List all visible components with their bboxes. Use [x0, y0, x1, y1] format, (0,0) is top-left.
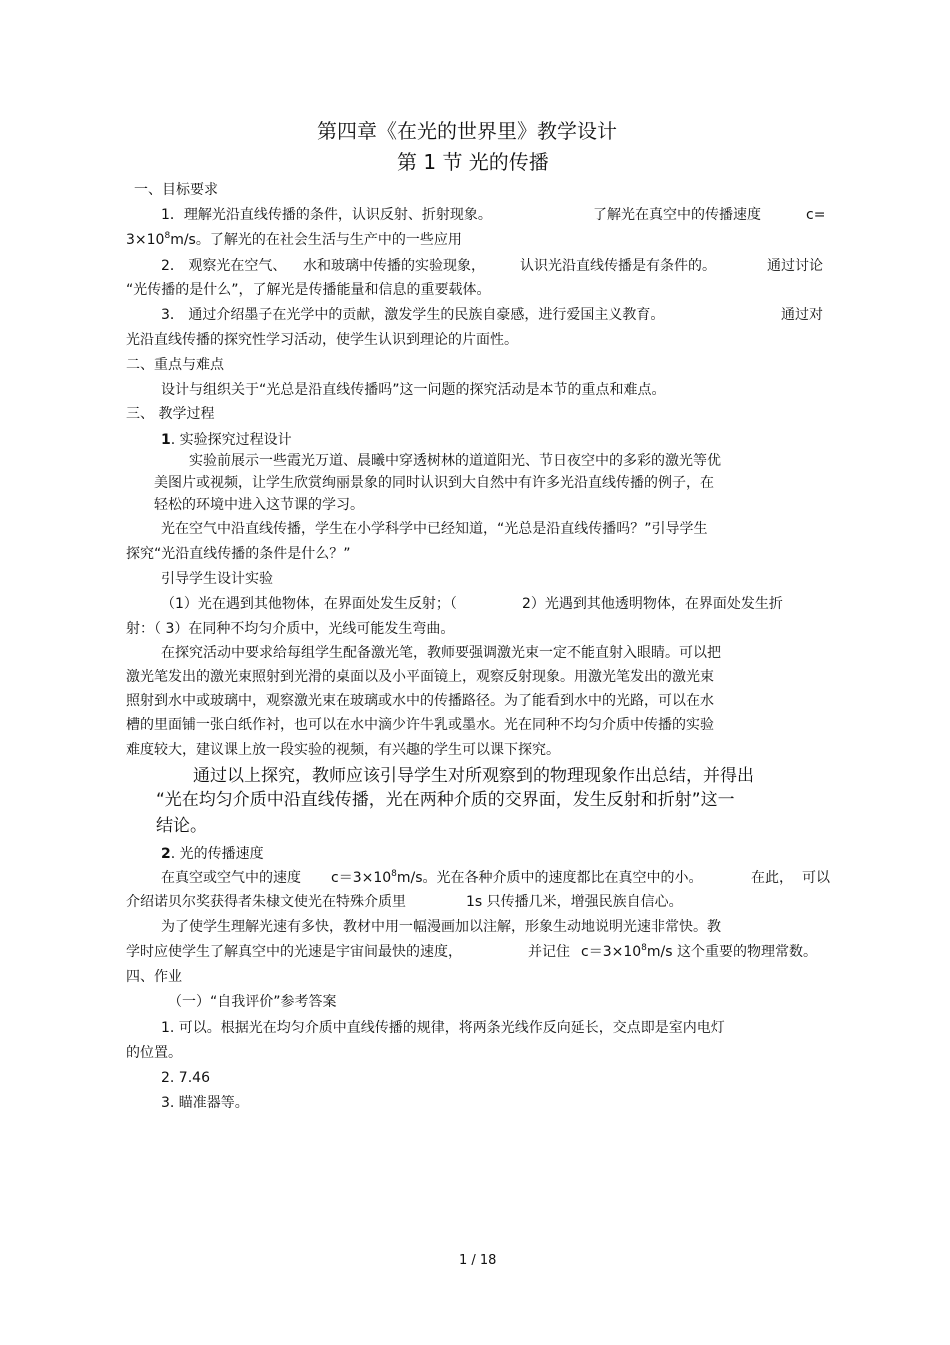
section-title: 第 1 节 光的传播: [397, 150, 549, 174]
paragraph-line: 实验前展示一些霞光万道、晨曦中穿透树林的道道阳光、节日夜空中的多彩的激光等优: [189, 453, 721, 469]
answer-1: 1. 可以。根据光在均匀介质中直线传播的规律，将两条光线作反向延长，交点即是室内电灯: [161, 1020, 725, 1036]
paragraph-line: 介绍诺贝尔奖获得者朱棣文使光在特殊介质里: [126, 894, 406, 910]
paragraph-line: 槽的里面铺一张白纸作衬，也可以在水中滴少许牛乳或墨水。光在同种不均匀介质中传播的实验: [126, 717, 714, 733]
goal-3-text: 3． 通过介绍墨子在光学中的贡献，激发学生的民族自豪感，进行爱国主义教育。: [161, 307, 665, 323]
subheading-experiment: 1. 实验探究过程设计: [161, 432, 292, 448]
page-number: 1 / 18: [459, 1253, 497, 1268]
paragraph-line: 1s 只传播几米，增强民族自信心。: [466, 894, 683, 910]
paragraph-line: 轻松的环境中进入这节课的学习。: [154, 497, 364, 513]
paragraph-line: 光在空气中沿直线传播，学生在小学科学中已经知道，“光总是沿直线传播吗？”引导学生: [161, 521, 708, 537]
heading-homework: 四、作业: [126, 969, 182, 985]
goal-2-text: 水和玻璃中传播的实验现象，: [303, 258, 485, 274]
paragraph-line: 探究“光沿直线传播的条件是什么？”: [126, 546, 351, 562]
paragraph-line: 2）光遇到其他透明物体，在界面处发生折: [522, 596, 783, 612]
paragraph-line: 并记住: [528, 944, 570, 960]
subheading-speed: 2. 光的传播速度: [161, 846, 264, 862]
paragraph-line: 美图片或视频，让学生欣赏绚丽景象的同时认识到大自然中有许多光沿直线传播的例子，在: [154, 475, 714, 491]
goal-3-text: 光沿直线传播的探究性学习活动，使学生认识到理论的片面性。: [126, 332, 518, 348]
goal-1-text: 了解光在真空中的传播速度: [593, 207, 761, 223]
paragraph-line: 学时应使学生了解真空中的光速是宇宙间最快的速度，: [126, 944, 462, 960]
paragraph-line: 引导学生设计实验: [161, 571, 273, 587]
answer-3: 3. 瞄准器等。: [161, 1095, 249, 1111]
goal-2-text: 认识光沿直线传播是有条件的。: [520, 258, 716, 274]
key-points-text: 设计与组织关于“光总是沿直线传播吗”这一问题的探究活动是本节的重点和难点。: [161, 382, 666, 398]
paragraph-line: 在此，: [751, 870, 793, 886]
answer-1: 的位置。: [126, 1045, 182, 1061]
goal-2-text: 2． 观察光在空气、: [161, 258, 287, 274]
paragraph-line: $c=3\times 10^8m/s$。光在各种介质中的速度都比在真空中的小。: [331, 869, 703, 886]
goal-2-text: “光传播的是什么”，了解光是传播能量和信息的重要载体。: [126, 282, 491, 298]
goal-1-speed: $3\times 10^8m/s$。了解光的在社会生活与生产中的一些应用: [126, 231, 462, 248]
goal-1-text: c=: [806, 207, 826, 223]
conclusion-line: 结论。: [156, 816, 207, 836]
heading-process: 三、 教学过程: [126, 406, 215, 422]
paragraph-line: 激光笔发出的激光束照射到光滑的桌面以及小平面镜上，观察反射现象。用激光笔发出的激光束: [126, 669, 714, 685]
goal-1-text: 1．理解光沿直线传播的条件，认识反射、折射现象。: [161, 207, 492, 223]
paragraph-line: 在真空或空气中的速度: [161, 870, 301, 886]
paragraph-line: 为了使学生理解光速有多快，教材中用一幅漫画加以注解，形象生动地说明光速非常快。教: [161, 919, 721, 935]
heading-key-points: 二、重点与难点: [126, 357, 224, 373]
paragraph-line: 在探究活动中要求给每组学生配备激光笔，教师要强调激光束一定不能直射入眼睛。可以把: [161, 645, 721, 661]
paragraph-line: 难度较大，建议课上放一段实验的视频，有兴趣的学生可以课下探究。: [126, 742, 560, 758]
goal-3-text: 通过对: [781, 307, 823, 323]
conclusion-line: “光在均匀介质中沿直线传播，光在两种介质的交界面，发生反射和折射”这一: [156, 790, 735, 810]
paragraph-line: （1）光在遇到其他物体，在界面处发生反射；（: [161, 596, 457, 612]
goal-2-text: 通过讨论: [767, 258, 823, 274]
paragraph-line: $c=3\times 10^8m/s$ 这个重要的物理常数。: [581, 943, 817, 960]
paragraph-line: 可以: [802, 870, 830, 886]
heading-goals: 一、目标要求: [134, 182, 218, 198]
homework-subheading: （一）“自我评价”参考答案: [168, 994, 337, 1010]
doc-title: 第四章《在光的世界里》教学设计: [317, 119, 617, 143]
conclusion-line: 通过以上探究，教师应该引导学生对所观察到的物理现象作出总结，并得出: [193, 766, 754, 786]
answer-2: 2. 7.46: [161, 1070, 210, 1086]
paragraph-line: 照射到水中或玻璃中，观察激光束在玻璃或水中的传播路径。为了能看到水中的光路，可以在水: [126, 693, 714, 709]
paragraph-line: 射：（ 3）在同种不均匀介质中，光线可能发生弯曲。: [126, 621, 455, 637]
